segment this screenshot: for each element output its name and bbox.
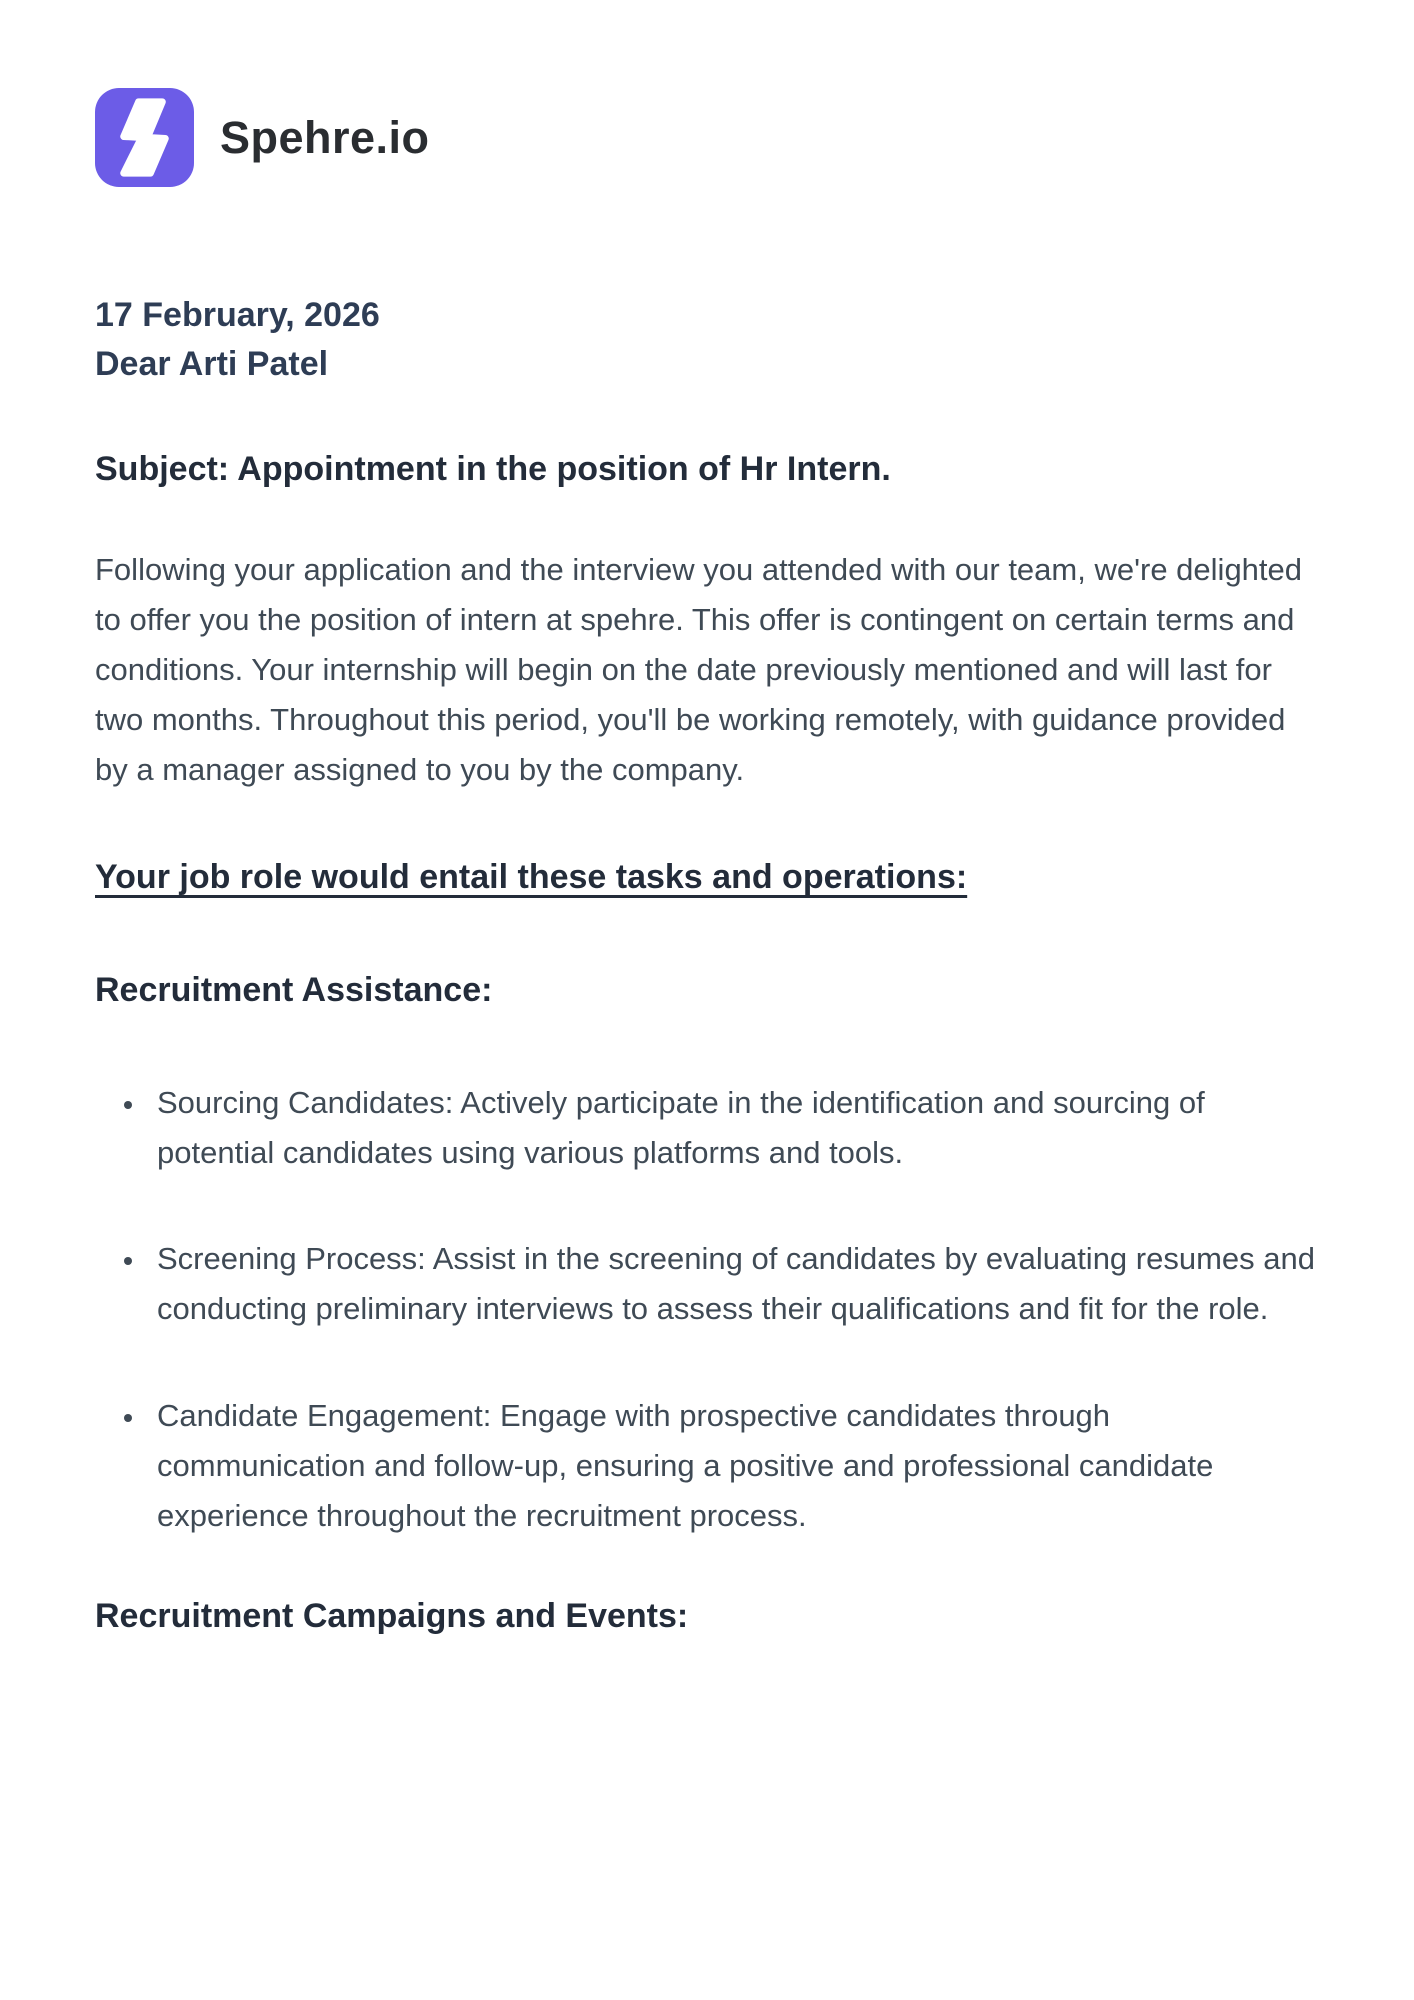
brand-header bbox=[95, 88, 1319, 187]
list-item-screening-process: • Screening Process: Assist in the screening of candidates by evaluating resumes and conducting preliminary interviews to assess their qualifications and fit for the role. bbox=[147, 1234, 1319, 1334]
recruitment-assistance-list bbox=[95, 1078, 1319, 1542]
list-item-sourcing-candidates: • Sourcing Candidates: Actively participate in the identification and sourcing of potential candidates using various platforms and tools. bbox=[147, 1078, 1319, 1178]
tasks-heading: Your job role would entail these tasks and operations: bbox=[95, 857, 968, 896]
date-greeting-block bbox=[95, 291, 1319, 390]
letter-subject: Subject: Appointment in the position of Hr Intern. bbox=[95, 449, 891, 488]
section-title-recruitment-assistance: Recruitment Assistance: bbox=[95, 970, 493, 1009]
letter-greeting: Dear Arti Patel bbox=[95, 345, 329, 384]
spehre-logo bbox=[95, 88, 194, 187]
list-item-candidate-engagement: • Candidate Engagement: Engage with prospective candidates through communication and follow-up, ensuring a positive and professional candidate experience throughout the recruitment process. bbox=[147, 1391, 1319, 1542]
intro-paragraph: Following your application and the interview you attended with our team, we're delighted to offer you the position of intern at spehre. This offer is contingent on certain terms and conditions. Your internship will begin on the date previously mentioned and will last for two months. Throughout this period, you'll be working remotely, with guidance provided by a manager assigned to you by the company. bbox=[95, 551, 1303, 788]
letter-date: 17 February, 2026 bbox=[95, 296, 380, 334]
brand-name: Spehre.io bbox=[220, 111, 430, 163]
section-title-recruitment-campaigns: Recruitment Campaigns and Events: bbox=[95, 1597, 689, 1636]
s-bolt-icon bbox=[95, 88, 194, 187]
